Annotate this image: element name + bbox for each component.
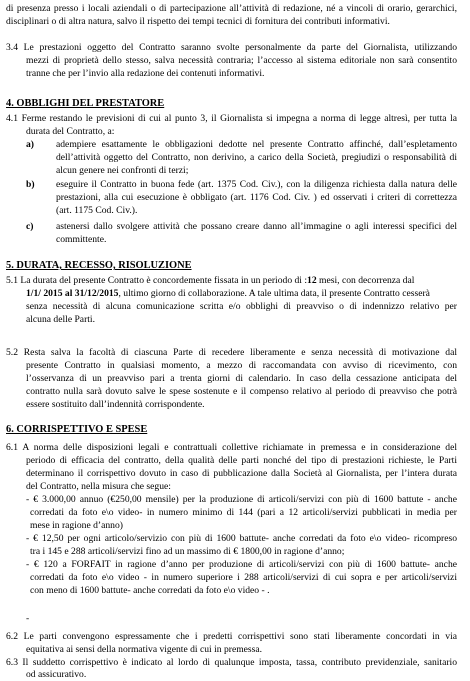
clause-3-4-line-1: 3.4 Le prestazioni oggetto del Contratto saranno svolte personalmente da parte del Giornalista, utilizzando [6, 42, 457, 53]
section-5-heading: 5. DURATA, RECESSO, RISOLUZIONE [6, 260, 192, 271]
fee-item-1-line-3: mese in ragione d’anno) [30, 520, 123, 531]
clause-3-4-line-2: mezzi di proprietà dello stesso, salva necessità contraria; l’accesso al sistema editoriale non sarà consentito [26, 55, 457, 66]
item-c-line-2: committente. [56, 234, 107, 245]
clause-5-1-line-4: alcuna delle Parti. [26, 314, 95, 325]
clause-6-3-line-1: 6.3 Il suddetto corrispettivo è indicato al lordo di qualunque imposta, tassa, contributo previdenziale, sanitario [6, 657, 457, 668]
clause-5-1-line-3: senza necessità di alcuna comunicazione scritta e/o obblighi di preavviso o di indennizzo relativo per [26, 301, 457, 312]
item-b-line-3: (art. 1175 Cod. Civ.). [56, 205, 138, 216]
clause-5-2-line-5: essere sostituito dall’indennità corrispondente. [26, 399, 205, 410]
clause-6-1-line-2: periodo di efficacia del contratto, della qualità delle parti nonché del tipo di prestazioni richieste, le Parti [26, 455, 457, 466]
clause-4-1-line-1: 4.1 Ferme restando le previsioni di cui al punto 3, il Giornalista si impegna a norma di legge altresì, per tutta la [6, 113, 457, 124]
fee-item-3-line-3: con meno di 1600 battute- anche corredati da foto e\o video - . [30, 585, 270, 596]
item-b-label: b) [26, 179, 35, 190]
clause-5-1-text: 5.1 La durata del presente Contratto è concordemente fissata in un periodo di : [6, 275, 308, 286]
clause-5-2-line-3: l’osservanza di un preavviso pari a trenta giorni di calendario. In caso della cessazione anticipata del [26, 373, 457, 384]
intro-line-1: di presenza presso i locali aziendali o di partecipazione all’attività di redazione, né a vincoli di orario, gerarchici, [6, 3, 457, 14]
fee-item-2-line-1: - € 12,50 per ogni articolo/servizio con più di 1600 battute- anche corredati da foto e\o video- ricompreso [26, 533, 457, 544]
clause-6-3-line-2: od assicurativo. [26, 669, 87, 680]
fee-item-1-line-1: - € 3.000,00 annuo (€250,00 mensile) per la produzione di articoli/servizi con più di 1600 battute - anche [26, 494, 457, 505]
stray-dash: - [26, 613, 30, 624]
clause-5-1-text-end: mesi, con decorrenza dal [316, 275, 415, 286]
item-b-line-2: prestazioni, alla cui esecuzione è obbligato (art. 1176 Cod. Civ. ) ed osservati i criteri di correttezza [56, 192, 457, 203]
clause-3-4-line-3: tranne che per l’invio alla redazione dei contenuti informativi. [26, 68, 265, 79]
item-a-line-3: alcun genere nei confronti di terzi; [56, 165, 189, 176]
clause-5-1-line-2 [26, 289, 430, 299]
item-a-line-1: adempiere esattamente le obbligazioni dedotte nel presente Contratto affinché, dall’espletamento [56, 139, 457, 150]
clause-6-1-line-3: determinano il corrispettivo dovuto in caso di pubblicazione dalla Società al Giornalista, per l’intera durata [26, 468, 457, 479]
section-4-heading: 4. OBBLIGHI DEL PRESTATORE [6, 98, 165, 109]
item-a-label: a) [26, 139, 34, 150]
duration-months: 12 [307, 275, 317, 286]
fee-item-3-line-1: - € 120 a FORFAIT in ragione d’anno per produzione di articoli/servizi con più di 1600 battute- anche [26, 559, 457, 570]
clause-6-2-line-1: 6.2 Le parti convengono espressamente che i predetti corrispettivi sono stati liberamente concordati in via [6, 631, 457, 642]
clause-6-2-line-2: equitativa ai sensi della normativa vigente di cui in premessa. [26, 644, 263, 655]
fee-item-2-line-2: tra i 145 e 288 articoli/servizi fino ad un massimo di € 1800,00 in ragione d’anno; [30, 546, 345, 557]
item-c-label: c) [26, 221, 34, 232]
clause-6-1-line-4: del Contratto, nella misura che segue: [26, 481, 171, 492]
item-c-line-1: astenersi dallo svolgere attività che possano creare danno all’immagine o agli interessi specifici del [56, 221, 457, 232]
item-a-line-2: dell’attività oggetto del Contratto, non derivino, a carico della Società, pregiudizi o responsabilità di [56, 152, 457, 163]
fee-item-3-line-2: corredati da foto e\o video - in numero superiore i 288 articoli/servizi di cui sopra e per articoli/servizi [30, 572, 457, 583]
section-6-heading: 6. CORRISPETTIVO E SPESE [6, 424, 148, 435]
intro-line-2: disciplinari o di altra natura, salvo il rispetto dei tempi tecnici di fornitura dei contributi informativi. [6, 16, 390, 27]
clause-5-1-line-2-text: , ultimo giorno di collaborazione. A tale ultima data, il presente Contratto cesserà [118, 288, 430, 299]
fee-item-1-line-2: corredati da foto e\o video- in numero minimo di 144 (pari a 12 articoli/servizi pubblicati in media per [30, 507, 457, 518]
clause-6-1-line-1: 6.1 A norma delle disposizioni legali e contrattuali collettive richiamate in premessa e in considerazione del [6, 442, 457, 453]
clause-4-1-line-2: durata del Contratto, a: [26, 126, 115, 137]
clause-5-2-line-2: presente Contratto in qualsiasi momento, a mezzo di raccomandata con avviso di ricevimento, con [26, 360, 457, 371]
clause-5-2-line-4: contratto nulla sarà dovuto salve le spese sostenute e il compenso relativo al periodo di preavviso che potrà [26, 386, 457, 397]
item-b-line-1: eseguire il Contratto in buona fede (art. 1375 Cod. Civ.), con la diligenza richiesta dalla natura delle [56, 179, 457, 190]
clause-5-1-line-1 [6, 276, 457, 286]
duration-dates: 1/1/ 2015 al 31/12/2015 [26, 288, 119, 299]
clause-5-2-line-1: 5.2 Resta salva la facoltà di ciascuna Parte di recedere liberamente e senza necessità di motivazione dal [6, 347, 457, 358]
